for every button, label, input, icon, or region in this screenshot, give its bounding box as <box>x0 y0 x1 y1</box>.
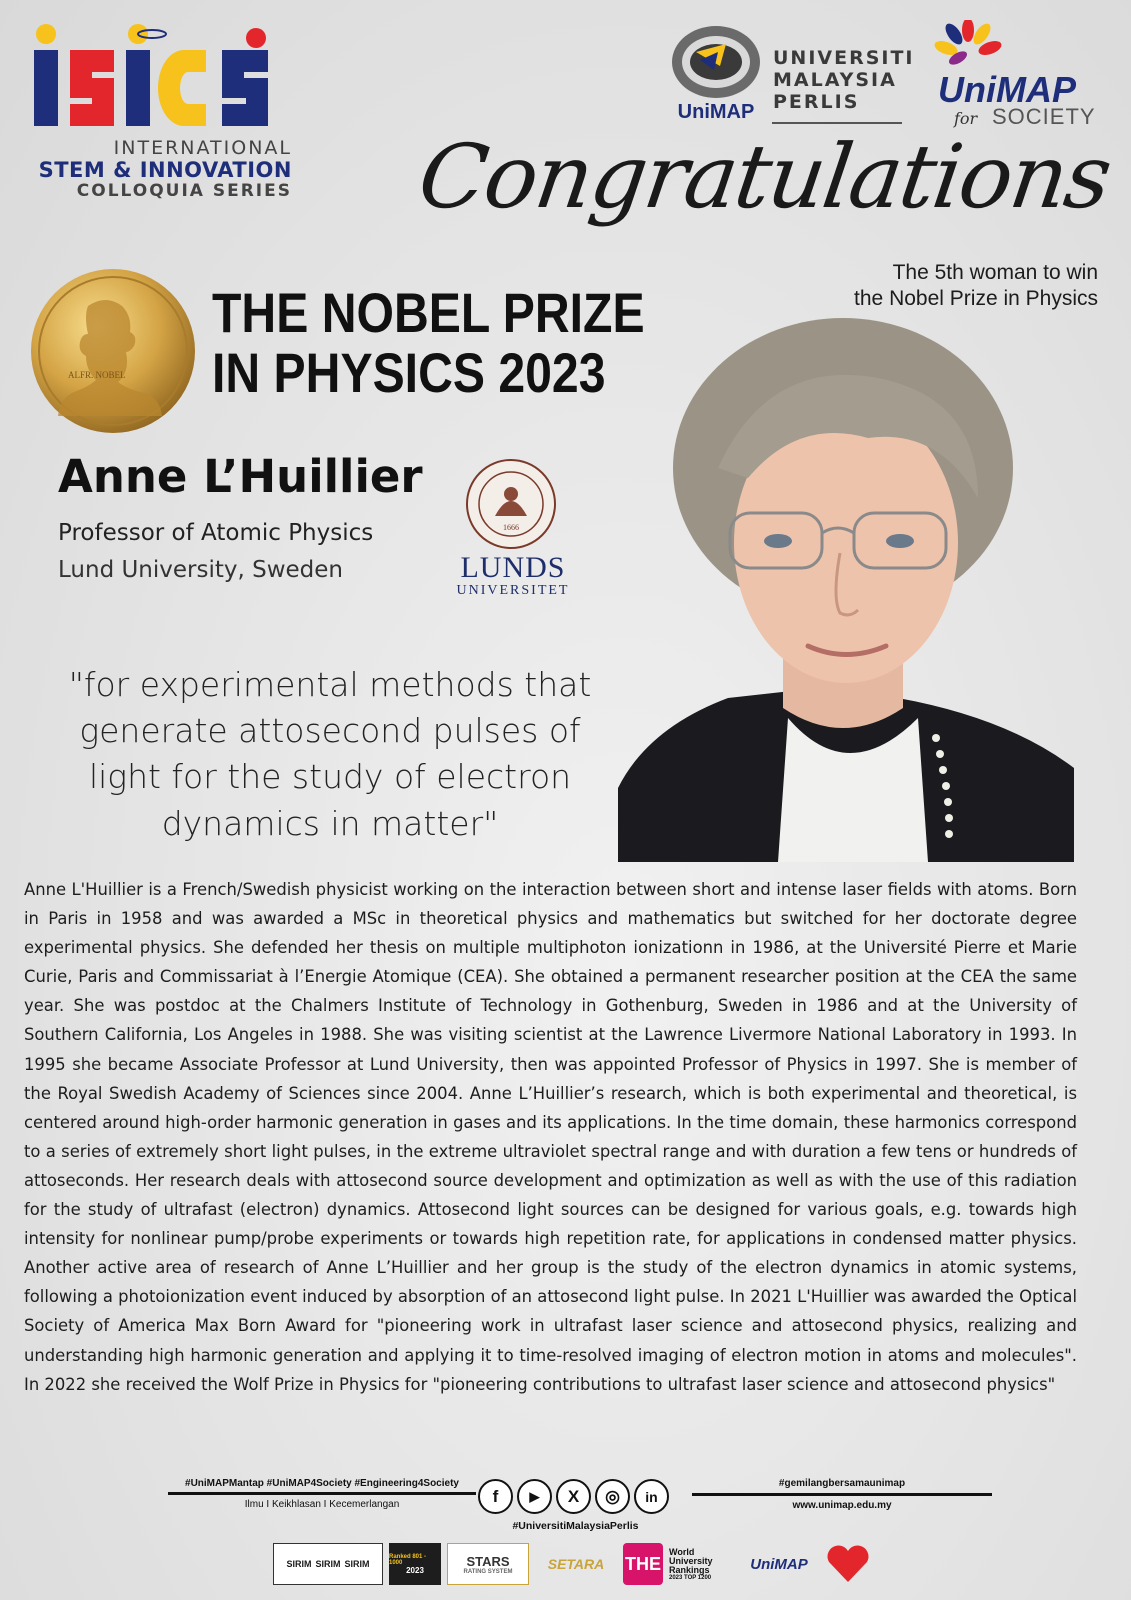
sirim-badges <box>273 1543 383 1585</box>
unimap-emblem-text: UniMAP <box>677 101 755 122</box>
wur-line-1: World <box>669 1546 695 1557</box>
laureate-biography: Anne L'Huillier is a French/Swedish physicist working on the interaction between short and intense laser fields with atoms. Born in Paris in 1958 and was awarded a MSc in theoretical physics and mathematics but switched for her doctorate degree experimental physics. She defended her thesis on multiple multiphoton ionizationn in 1986, at the Université Pierre et Marie Curie, Paris and Commissariat à l’Energie Atomique (CEA). She obtained a permanent researcher position at the CEA the same year. She was postdoc at the Chalmers Institute of Technology in Gothenburg, Sweden in 1986 and at the University of Southern California, Los Angeles in 1988. She was visiting scientist at the Lawrence Livermore National Laboratory in 1993. In 1995 she became Associate Professor at Lund University, then was appointed Professor of Physics in 1997. She is member of the Royal Swedish Academy of Sciences since 2004. Anne L’Huillier’s research, which is both experimental and theoretical, is centered around high-order harmonic generation in gases and its applications. In the time domain, these harmonics correspond to a series of extremely short light pulses, in the extreme ultraviolet spectral range and with duration a few tens or hundreds of attoseconds. Her research deals with attosecond source development and optimization as well as with the use of this radiation for the study of ultrafast (electron) dynamics. Attosecond light sources can be designed for various goals, e.g. towards high intensity for nonlinear pump/probe experiments or towards high repetition rate, for applications in condensed matter physics. Another active area of research of Anne L’Huillier and her group is the study of the electron dynamics in atomic systems, following a photoionization event induced by absorption of an attosecond light pulse. In 2021 L'Huillier was awarded the Optical Society of America Max Born Award for "pioneering work in ultrafast laser science and attosecond physics, realizing and understanding high harmonic generation and applying it to time-resolved imaging of electron motion in atoms and molecules". In 2022 she received the Wolf Prize in Physics for "pioneering contributions to ultrafast laser science and attosecond physics" <box>24 880 1077 1394</box>
nobel-prize-title <box>212 283 645 404</box>
instagram-icon[interactable]: ◎ <box>595 1479 630 1514</box>
footer-left-rule <box>168 1492 476 1495</box>
congratulations-headline: Congratulations <box>412 125 1117 228</box>
lund-university-wordmark <box>448 553 578 599</box>
footer-social-hashtag: #UniversitiMalaysiaPerlis <box>512 1520 639 1532</box>
medal-inscription-left: ALFR. NOBEL <box>68 370 126 380</box>
society-word-text: SOCIETY <box>992 104 1096 129</box>
social-links <box>478 1479 669 1514</box>
qs-rank-label: Ranked 801 - 1000 <box>389 1553 427 1566</box>
footer-hashtag-right: #gemilangbersamaunimap <box>778 1478 906 1489</box>
prize-motivation-quote: "for experimental methods that generate attosecond pulses of light for the study of electron dynamics in matter" <box>68 665 592 843</box>
unimap-name-line-3: PERLIS <box>773 90 860 113</box>
prize-title-line-2: IN PHYSICS 2023 <box>212 341 606 405</box>
footer-left-block <box>168 1478 476 1510</box>
stars-badge <box>447 1543 529 1585</box>
accreditation-badges <box>273 1543 871 1585</box>
isics-subtitle <box>30 138 292 201</box>
wur-line-4: 2023 TOP 1200 <box>669 1574 712 1581</box>
youtube-icon[interactable]: ▶ <box>517 1479 552 1514</box>
qs-year: 2023 <box>406 1565 424 1575</box>
setara-badge: SETARA <box>547 1556 605 1572</box>
seal-year: 1666 <box>503 523 519 532</box>
x-icon[interactable]: X <box>556 1479 591 1514</box>
unimap-name-line-1: UNIVERSITI <box>773 47 915 69</box>
unimap-society-small-logo: UniMAP <box>750 1555 808 1573</box>
heart-icon <box>825 1544 871 1584</box>
footer-website[interactable]: www.unimap.edu.my <box>792 1500 892 1511</box>
fifth-woman-subheadline <box>854 260 1098 313</box>
unimap-name <box>773 48 915 114</box>
the-badge: THE <box>623 1543 663 1585</box>
subheadline-line-1: The 5th woman to win <box>892 261 1098 284</box>
prize-title-line-1: THE NOBEL PRIZE <box>212 281 645 344</box>
nobel-medal-image <box>28 266 198 436</box>
society-logo-text: UniMAP <box>938 69 1076 110</box>
lund-wordmark-line-2: UNIVERSITET <box>456 583 570 598</box>
isics-line-1: INTERNATIONAL <box>113 137 292 159</box>
lund-wordmark-line-1: LUNDS <box>460 551 566 584</box>
laureate-name: Anne L’Huillier <box>58 450 423 503</box>
isics-line-2: STEM & INNOVATION <box>38 157 292 182</box>
footer-right-block <box>692 1478 992 1511</box>
footer-hashtags-left: #UniMAPMantap #UniMAP4Society #Engineering4Society <box>185 1478 459 1489</box>
unimap-emblem-logo <box>668 22 764 122</box>
qs-ranking-badge <box>389 1543 441 1585</box>
isics-logo <box>30 20 290 130</box>
linkedin-icon[interactable]: in <box>634 1479 669 1514</box>
sirim-label-2: SIRIM <box>315 1559 341 1569</box>
wur-badge <box>669 1543 733 1585</box>
laureate-portrait-photo <box>618 318 1074 862</box>
stars-subtitle: RATING SYSTEM <box>463 1568 513 1575</box>
sirim-label-3: SIRIM <box>344 1559 370 1569</box>
footer-right-rule <box>692 1493 992 1496</box>
laureate-role: Professor of Atomic Physics <box>58 520 374 546</box>
laureate-affiliation: Lund University, Sweden <box>58 557 344 583</box>
wur-line-2: University <box>669 1555 713 1566</box>
subheadline-line-2: the Nobel Prize in Physics <box>854 287 1098 311</box>
sirim-label: SIRIM <box>286 1559 312 1569</box>
unimap-name-line-2: MALAYSIA <box>773 68 897 91</box>
unimap-divider <box>772 122 902 124</box>
lund-university-seal <box>465 458 557 550</box>
stars-title: STARS <box>466 1553 510 1569</box>
society-for-text: for <box>954 109 978 128</box>
footer-motto: Ilmu I Keikhlasan I Kecemerlangan <box>244 1499 400 1510</box>
wur-line-3: Rankings <box>669 1564 710 1575</box>
facebook-icon[interactable]: f <box>478 1479 513 1514</box>
unimap-for-society-logo <box>920 20 1115 130</box>
isics-line-3: COLLOQUIA SERIES <box>76 180 292 201</box>
